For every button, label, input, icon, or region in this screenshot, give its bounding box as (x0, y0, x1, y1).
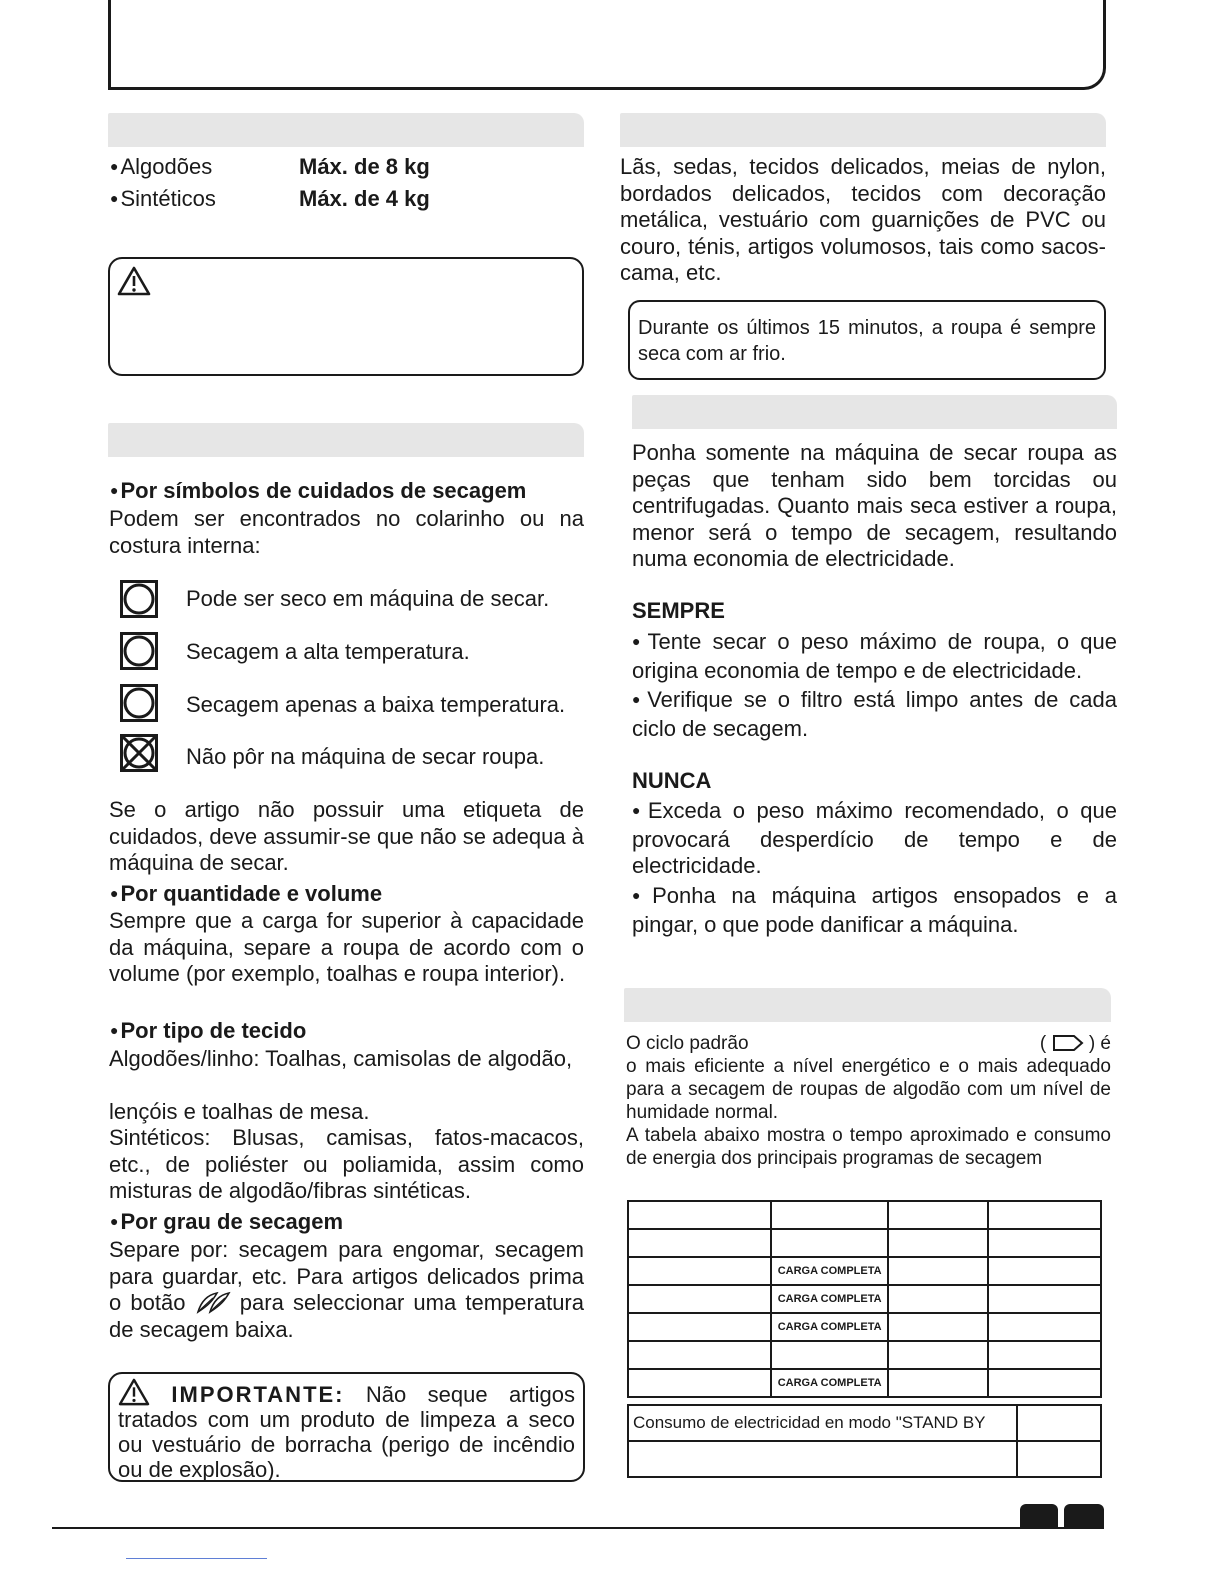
tumble-dry-low-icon (120, 684, 158, 722)
programs-table (627, 1200, 1102, 1398)
table-row (628, 1229, 1101, 1257)
not-suitable-text: Lãs, sedas, tecidos delicados, meias de nylon, bordados delicados, tecidos com decoração metálica, vestuário com guarnições de PVC ou couro, ténis, artigos volumosos, tais como sacos-cama, etc. (620, 154, 1106, 285)
standard-cycle-start: O ciclo padrão (626, 1033, 749, 1054)
table-row (628, 1441, 1101, 1477)
table-intro: A tabela abaixo mostra o tempo aproximado e consumo de energia dos principais programas de secagem (626, 1125, 1111, 1169)
table-cell: CARGA COMPLETA (771, 1313, 888, 1341)
symbol-label: Secagem a alta temperatura. (186, 639, 470, 664)
table-row (628, 1405, 1101, 1441)
always-heading: SEMPRE (632, 598, 725, 623)
section-header-sorting (108, 423, 584, 457)
important-body: Não seque artigos tratados com um produto de limpeza a seco ou vestuário de borracha (perigo de incêndio ou de explosão). (118, 1382, 575, 1482)
section-header-energy (624, 988, 1111, 1022)
fabric-synthetics-text: Sintéticos: Blusas, camisas, fatos-macacos, etc., de poliéster ou poliamida, assim como misturas de algodão/fibras sintéticas. (109, 1125, 584, 1203)
warning-box (108, 257, 584, 376)
standard-cycle-symbol: ( ) é (1039, 1033, 1111, 1054)
sort-by-symbols-heading: ● Por símbolos de cuidados de secagem (110, 478, 526, 507)
always-item: ● Tente secar o peso máximo de roupa, o que origina economia de tempo e de electricidade. (632, 629, 1117, 684)
never-item: ● Exceda o peso máximo recomendado, o que provocará desperdício de tempo e de electricidade. (632, 798, 1117, 880)
always-item: ● Verifique se o filtro está limpo antes de cada ciclo de secagem. (632, 687, 1117, 742)
capacity-cotton-label: ● Algodões (110, 154, 212, 183)
by-degree-text-before: Separe por: secagem para engomar, secagem para guardar, etc. Para artigos delicados prima o botão (109, 1237, 584, 1315)
table-row (628, 1285, 1101, 1313)
footer-rule (52, 1527, 1104, 1529)
important-label: IMPORTANTE: (171, 1382, 345, 1407)
cupboard-dry-icon (1052, 1034, 1084, 1052)
warning-icon (117, 266, 151, 296)
standby-label: Consumo de electricidad en modo "STAND BY (628, 1405, 1017, 1441)
table-row (628, 1313, 1101, 1341)
table-row (628, 1257, 1101, 1285)
section-header-tips (632, 395, 1117, 429)
delicate-leaf-icon (195, 1290, 231, 1314)
tumble-dry-high-icon (120, 632, 158, 670)
standby-table (627, 1404, 1102, 1478)
table-cell: CARGA COMPLETA (771, 1257, 888, 1285)
cool-air-note (628, 300, 1106, 380)
symbol-label: Pode ser seco em máquina de secar. (186, 586, 550, 611)
warning-icon (118, 1378, 150, 1406)
never-heading: NUNCA (632, 768, 712, 793)
page-number-tab (1064, 1504, 1104, 1528)
tumble-dry-icon (120, 580, 158, 618)
page-number-tab (1020, 1504, 1058, 1528)
footer-link-rule (126, 1558, 267, 1559)
capacity-synthetics-value: Máx. de 4 kg (299, 186, 430, 211)
important-text (118, 1378, 575, 1482)
by-quantity-text: Sempre que a carga for superior à capacidade da máquina, separe a roupa de acordo com o volume (por exemplo, toalhas e roupa interior). (109, 908, 584, 986)
table-cell: CARGA COMPLETA (771, 1369, 888, 1397)
symbol-label: Não pôr na máquina de secar roupa. (186, 744, 545, 769)
standard-cycle-rest: o mais eficiente a nível energético e o mais adequado para a secagem de roupas de algodão com um nível de humidade normal. (626, 1056, 1111, 1123)
fabric-cotton-text-2: lençóis e toalhas de mesa. (109, 1099, 370, 1124)
by-fabric-heading: ● Por tipo de tecido (110, 1018, 306, 1047)
page-title-box (108, 0, 1106, 90)
capacity-cotton-value: Máx. de 8 kg (299, 154, 430, 179)
by-degree-heading: ● Por grau de secagem (110, 1209, 343, 1238)
fabric-cotton-text: Algodões/linho: Toalhas, camisolas de algodão, (109, 1046, 573, 1071)
table-row (628, 1201, 1101, 1229)
important-box (108, 1372, 585, 1482)
standard-cycle-text (626, 1032, 1111, 1170)
table-cell: CARGA COMPLETA (771, 1285, 888, 1313)
section-header-not-suitable (620, 113, 1106, 147)
do-not-tumble-dry-icon (120, 734, 158, 772)
tips-intro: Ponha somente na máquina de secar roupa as peças que tenham sido bem torcidas ou centrifugadas. Quanto mais seca estiver a roupa, menor será o tempo de secagem, resultando numa economia de electricidade. (632, 440, 1117, 571)
table-row (628, 1341, 1101, 1369)
section-header-capacity (108, 113, 584, 147)
cool-air-note-text: Durante os últimos 15 minutos, a roupa é sempre seca com ar frio. (638, 317, 1096, 365)
by-quantity-heading: ● Por quantidade e volume (110, 881, 382, 910)
sort-by-symbols-intro: Podem ser encontrados no colarinho ou na costura interna: (109, 506, 584, 558)
by-degree-text (109, 1237, 584, 1343)
by-degree-text-after: para seleccionar uma temperatura de secagem baixa. (109, 1290, 584, 1342)
table-row (628, 1369, 1101, 1397)
capacity-synthetics-label: ● Sintéticos (110, 186, 216, 215)
no-label-text: Se o artigo não possuir uma etiqueta de cuidados, deve assumir-se que não se adequa à máquina de secar. (109, 797, 584, 875)
symbol-label: Secagem apenas a baixa temperatura. (186, 692, 566, 717)
never-item: ● Ponha na máquina artigos ensopados e a pingar, o que pode danificar a máquina. (632, 883, 1117, 938)
